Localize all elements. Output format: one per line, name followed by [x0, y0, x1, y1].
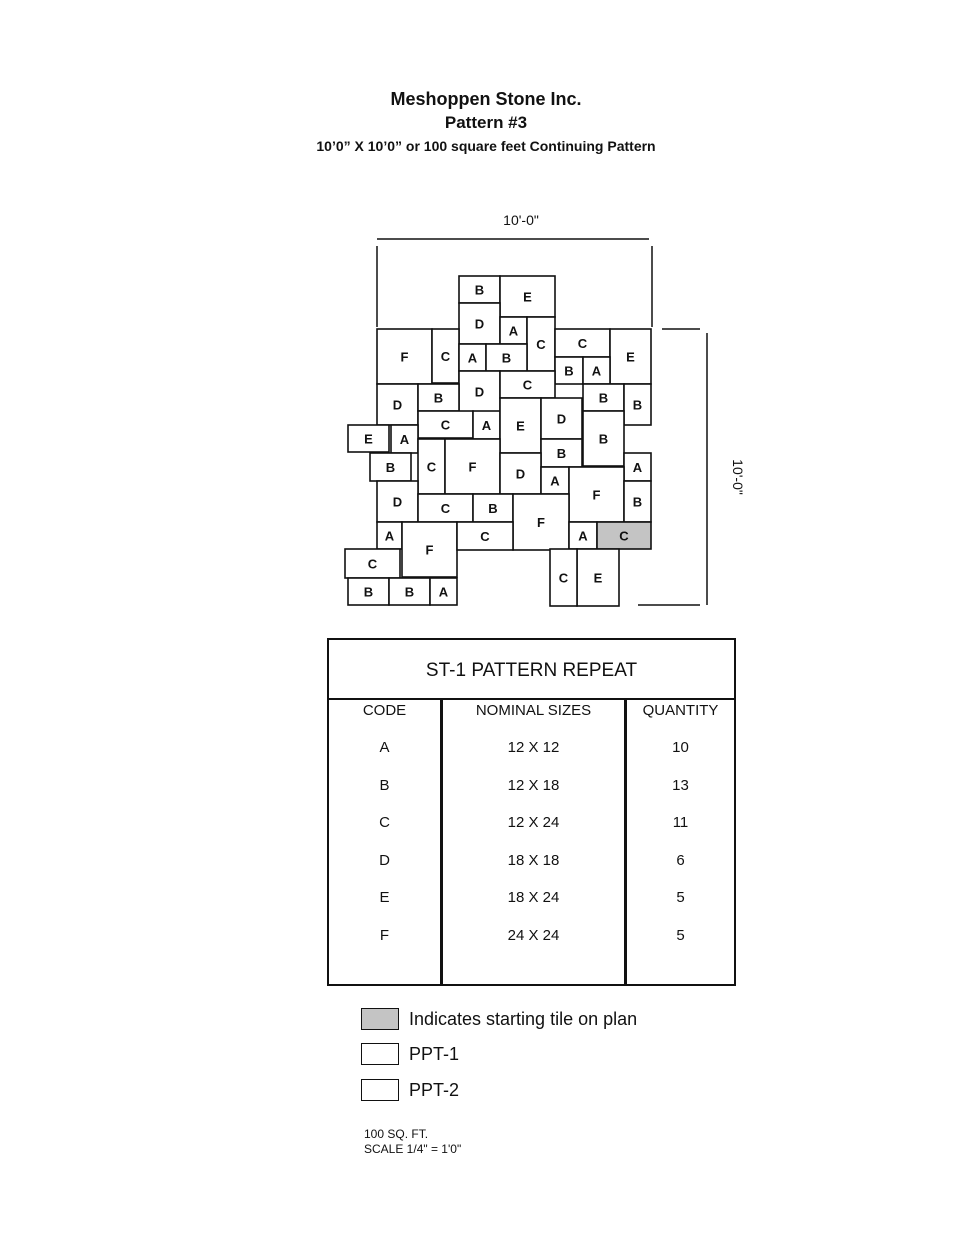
size-cell: 12 X 12 [507, 739, 560, 756]
tile-label: B [556, 446, 567, 461]
tile-b [389, 578, 430, 605]
code-cell: B [379, 776, 390, 794]
width-label: 10'-0" [503, 212, 539, 228]
height-label: 10'-0" [730, 459, 746, 495]
tile-label: E [626, 349, 635, 365]
tile-b [555, 357, 583, 384]
tile-label: A [591, 363, 602, 379]
tile-label: C [536, 337, 546, 352]
quantity-cell: 5 [676, 926, 685, 944]
tile-label: C [440, 501, 451, 516]
tile-label: C [480, 529, 490, 544]
tile-e [500, 276, 555, 317]
pattern-repeat-table [327, 638, 736, 986]
tile-label: C [619, 528, 629, 544]
tile-f [513, 494, 569, 550]
tile-label: F [468, 459, 477, 475]
tile-c [418, 411, 473, 438]
tile-f [377, 329, 432, 384]
tile-label: D [474, 316, 485, 332]
tile-label: D [392, 397, 403, 413]
size-cell: 18 X 24 [507, 889, 560, 906]
company-name: Meshoppen Stone Inc. [390, 89, 582, 109]
header-quantity: QUANTITY [642, 702, 719, 719]
tile-label: E [593, 570, 603, 586]
tile-d [500, 453, 541, 494]
tile-label: C [440, 349, 451, 364]
tile-b [473, 494, 513, 522]
legend-label: Indicates starting tile on plan [409, 1009, 638, 1029]
tile-label: C [367, 556, 378, 572]
tile-a [459, 344, 486, 371]
tile-c [527, 317, 555, 371]
tile-label: A [384, 528, 395, 544]
header-code: CODE [362, 702, 407, 719]
tile-c [555, 329, 610, 357]
size-cell: 24 X 24 [507, 926, 560, 944]
tile-label: B [564, 363, 574, 379]
tile-label: B [598, 390, 609, 406]
tile-label: B [632, 397, 643, 413]
code-cell: D [379, 851, 390, 869]
tile-a [391, 425, 418, 453]
tile-label: A [467, 350, 478, 366]
quantity-cell: 10 [672, 739, 689, 756]
tile-a [541, 467, 569, 494]
tile-c [597, 522, 651, 549]
tile-label: C [558, 570, 569, 586]
legend-swatch-ppt2 [361, 1079, 399, 1101]
legend-swatch-ppt1 [361, 1043, 399, 1065]
tile-label: A [508, 323, 519, 339]
tile-a [569, 522, 597, 549]
quantity-cell: 6 [676, 851, 685, 869]
tile-b [583, 411, 624, 466]
tile-label: E [364, 431, 373, 447]
size-cell: 18 X 18 [507, 851, 560, 869]
tile-a [377, 522, 402, 549]
tile-label: A [399, 432, 410, 447]
tile-label: C [577, 336, 588, 351]
tile-label: B [385, 460, 396, 475]
tile-b [624, 384, 651, 425]
tile-label: B [488, 501, 498, 516]
quantity-cell: 13 [672, 776, 689, 794]
tile-label: B [632, 494, 643, 510]
tile-label: D [392, 494, 403, 510]
tile-c [500, 371, 555, 398]
tile-label: C [522, 377, 533, 393]
tile-d [377, 481, 418, 522]
tile-e [348, 425, 389, 452]
tile-b [459, 276, 500, 303]
tile-b [418, 384, 459, 411]
tile-e [577, 549, 619, 606]
size-cell: 12 X 24 [507, 814, 560, 831]
legend-swatch-start-tile [361, 1008, 399, 1030]
tile-label: A [481, 418, 492, 433]
tile-b [486, 344, 527, 371]
code-cell: E [379, 889, 390, 906]
tile-f [445, 439, 500, 494]
tile-label: A [578, 528, 588, 544]
legend-label: PPT-1 [409, 1044, 460, 1064]
pattern-subtitle: 10’0” X 10’0” or 100 square feet Continuing Pattern [316, 138, 656, 154]
tile-label: A [438, 584, 449, 600]
tile-a [473, 411, 500, 439]
pattern-title: Pattern #3 [444, 113, 528, 132]
tile-b [541, 439, 582, 467]
tile-a [624, 453, 651, 481]
code-cell: A [379, 739, 390, 756]
tile-label: F [537, 515, 545, 530]
tile-label: B [404, 584, 415, 600]
tile-label: D [515, 466, 526, 482]
tile-c [457, 522, 513, 550]
tile-e [500, 398, 541, 453]
tile-label: B [501, 350, 512, 366]
tile-label: E [523, 289, 532, 305]
code-cell: C [379, 814, 390, 831]
height-dimension [638, 329, 746, 605]
tile-label: A [550, 473, 560, 489]
tile-d [459, 371, 500, 412]
size-cell: 12 X 18 [507, 776, 560, 794]
tile-label: C [440, 417, 451, 433]
tile-a [500, 317, 527, 344]
tile-b [624, 481, 651, 522]
tile-label: F [592, 487, 601, 503]
code-cell: F [379, 926, 390, 944]
tile-label: A [632, 460, 643, 475]
tile-b [583, 384, 624, 411]
tile-a [583, 357, 610, 384]
legend-label: PPT-2 [409, 1080, 460, 1100]
tile-f [402, 522, 457, 577]
tile-b [370, 453, 411, 481]
footer-scale: SCALE 1/4" = 1'0" [364, 1142, 462, 1156]
tile-label: F [400, 349, 409, 365]
table-title: ST-1 PATTERN REPEAT [329, 640, 734, 700]
header-sizes: NOMINAL SIZES [475, 702, 592, 719]
tile-c [550, 549, 577, 606]
tile-c [418, 439, 445, 494]
tile-c [418, 494, 473, 522]
tile-label: B [598, 431, 609, 447]
tile-label: E [516, 418, 525, 434]
tile-d [541, 398, 582, 439]
tile-f [569, 467, 624, 522]
tile-label: D [556, 411, 567, 427]
tile-d [459, 303, 500, 344]
tile-c [345, 549, 400, 578]
tile-b [348, 578, 389, 605]
tile-c [432, 329, 459, 383]
tile-a [430, 578, 457, 605]
tile-label: D [474, 384, 485, 400]
tile-label: F [425, 542, 434, 558]
tile-layout [345, 276, 651, 606]
tile-d [377, 384, 418, 425]
tile-label: B [433, 390, 444, 406]
tile-e [610, 329, 651, 384]
quantity-cell: 11 [672, 814, 689, 831]
tile-label: C [426, 459, 437, 475]
quantity-cell: 5 [676, 889, 685, 906]
tile-label: B [363, 584, 374, 600]
tile-label: B [474, 282, 485, 298]
footer-area: 100 SQ. FT. [364, 1127, 429, 1141]
pattern-plan [0, 0, 972, 620]
